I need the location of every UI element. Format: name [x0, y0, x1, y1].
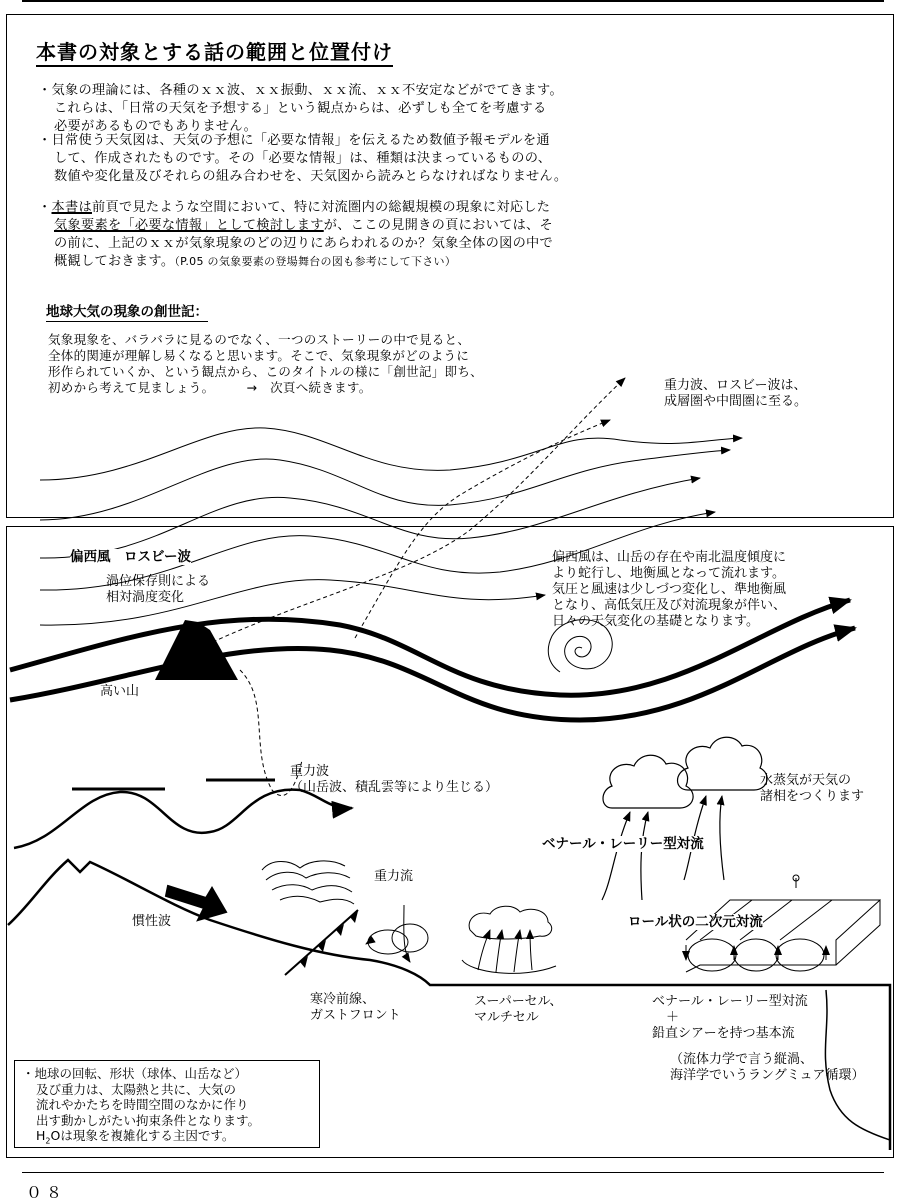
- intro-bullet-2-line-3: 数値や変化量及びそれらの組み合わせを、天気図から読みとらなければなりません。: [54, 169, 568, 184]
- genesis-title: 地球大気の現象の創世記：: [46, 304, 208, 320]
- bullet-3-line-4: 概観しておきます。: [54, 254, 175, 269]
- benard-shear-line-3: 鉛直シアーを持つ基本流: [652, 1026, 795, 1041]
- benard-shear-label: [652, 994, 808, 1042]
- bullet-3-reference: （P.05 の気象要素の登場舞台の図も参考にして下さい）: [174, 255, 457, 268]
- supercell-label: [474, 994, 562, 1026]
- intro-bullet-1-line-3: 必要があるものでもありません。: [54, 119, 258, 134]
- inertial-wave-label: 慣性波: [132, 914, 172, 929]
- genesis-line-1: 気象現象を、バラバラに見るのでなく、一つのストーリーの中で見ると、: [48, 332, 471, 347]
- langmuir-line-1: （流体力学で言う縦渦、: [670, 1052, 814, 1067]
- intro-bullet-2-line-2: して、作成されたものです。その「必要な情報」は、種類は決まっているものの、: [54, 151, 552, 166]
- gravity-wave-line-2: （山岳波、積乱雲等により生じる）: [290, 780, 499, 795]
- cold-front-line-1: 寒冷前線、: [310, 992, 376, 1007]
- intro-bullet-2-line-1: ・日常使う天気図は、天気の予想に「必要な情報」を伝えるため数値予報モデルを通: [38, 133, 550, 148]
- jet-stream-2: [10, 628, 855, 720]
- cold-front-label: [310, 992, 401, 1024]
- water-vapor-line-2: 諸相をつくります: [760, 789, 865, 804]
- vorticity-label: [106, 574, 210, 606]
- intro-bullet-1-line-2: これらは、「日常の天気を予想する」という観点からは、必ずしも全てを考慮する: [54, 101, 547, 116]
- gravity-rossby-label: [664, 378, 807, 410]
- genesis-line-4: 初めから考えて見ましょう。 → 次頁へ続きます。: [48, 380, 372, 395]
- westerly-desc-line-2: より蛇行し、地衡風となって流れます。: [552, 566, 785, 581]
- note-text: ・地球の回転、形状（球体、山岳など） 及び重力は、太陽熱と共に、大気の 流れやかたちを時間空間のなかに作り 出す動かしがたい拘束条件となります。 $H_2O$は現象を複雑化する主因です。: [22, 1066, 261, 1146]
- bullet-3-line-3: の前に、上記のｘｘが気象現象のどの辺りにあらわれるのか？気象全体の図の中で: [54, 236, 554, 251]
- page-number: ０８: [26, 1183, 67, 1202]
- supercell-line-1: スーパーセル、: [474, 994, 563, 1009]
- gravity-wave-line-1: 重力波: [290, 764, 330, 779]
- gravity-rossby-line-2: 成層圏や中間圏に至る。: [664, 394, 808, 409]
- westerly-description: [552, 550, 786, 630]
- bottom-rule: [22, 1172, 884, 1173]
- cold-front-line-2: ガストフロント: [310, 1008, 401, 1023]
- benard-shear-plus: ＋: [666, 1010, 680, 1025]
- vortex-swirls: [366, 905, 428, 962]
- note-line-5: は現象を複雑化する主因です。: [60, 1128, 235, 1143]
- note-line-2: 及び重力は、太陽熱と共に、大気の: [36, 1081, 237, 1097]
- supercell-line-2: マルチセル: [474, 1010, 539, 1025]
- cold-front-barbs: [300, 911, 358, 968]
- westerly-desc-line-5: 日々の天気変化の基礎となります。: [552, 614, 759, 629]
- benard-label: ベナール・レーリー型対流: [542, 836, 704, 852]
- westerly-desc-line-1: 偏西風は、山岳の存在や南北温度傾度に: [552, 550, 787, 565]
- vorticity-line-2: 相対渦度変化: [106, 590, 185, 605]
- bullet-3-line-1: 前頁で見たような空間において、特に対流圏内の総観規模の現象に対応した: [91, 200, 551, 215]
- note-o: O: [50, 1128, 61, 1143]
- benard-cloud-1: [602, 755, 693, 900]
- westerly-desc-line-4: となり、高低気圧及び対流現象が伴い、: [552, 598, 787, 613]
- gravity-wave-label: [290, 764, 498, 796]
- westerly-rossby-label: 偏西風 ロスビー波: [70, 549, 191, 565]
- vorticity-line-1: 渦位保存則による: [106, 574, 211, 589]
- langmuir-label: [670, 1052, 864, 1084]
- water-vapor-line-1: 水蒸気が天気の: [760, 773, 852, 788]
- note-line-1: ・地球の回転、形状（球体、山岳など）: [22, 1066, 248, 1081]
- gravity-current-scribbles: [262, 861, 354, 904]
- note-line-4: 出す動かしがたい拘束条件となります。: [36, 1112, 261, 1128]
- page-title: 本書の対象とする話の範囲と位置付け: [36, 40, 393, 67]
- note-h: H: [36, 1128, 46, 1143]
- intro-bullet-1-line-1: ・気象の理論には、各種のｘｘ波、ｘｘ振動、ｘｘ流、ｘｘ不安定などがでてきます。: [38, 83, 563, 98]
- genesis-line-2: 全体的関連が理解し易くなると思います。そこで、気象現象がどのように: [48, 348, 470, 363]
- cold-front-line: [285, 910, 358, 975]
- high-mountain-label: 高い山: [100, 684, 140, 699]
- roll-convection-label: ロール状の二次元対流: [628, 914, 763, 930]
- gravity-current-label: 重力流: [374, 869, 414, 884]
- benard-cloud-2: [678, 737, 768, 880]
- bullet-3-mark: ・: [38, 200, 52, 215]
- note-line-3: 流れやかたちを時間空間のなかに作り: [36, 1097, 249, 1112]
- bullet-3-line-2: が、ここの見開きの頁においては、そ: [323, 218, 554, 233]
- bullet-3-underlined-phrase: 気象要素を「必要な情報」として検討します: [54, 218, 324, 233]
- langmuir-line-2: 海洋学でいうラングミュア循環）: [670, 1068, 865, 1083]
- genesis-line-3: 形作られていくか、という観点から、このタイトルの様に「創世記」即ち、: [48, 364, 483, 379]
- upper-wave-1: [40, 428, 742, 480]
- westerly-desc-line-3: 気圧と風速は少しづつ変化し、準地衡風: [552, 582, 787, 597]
- gravity-rossby-line-1: 重力波、ロスビー波は、: [664, 378, 807, 393]
- supercell: [462, 906, 556, 973]
- terrain-wave-line: [14, 790, 352, 848]
- water-vapor-label: [760, 773, 864, 805]
- benard-shear-line-1: ベナール・レーリー型対流: [652, 994, 808, 1009]
- bullet-3-emphasis: 本書は: [51, 200, 92, 215]
